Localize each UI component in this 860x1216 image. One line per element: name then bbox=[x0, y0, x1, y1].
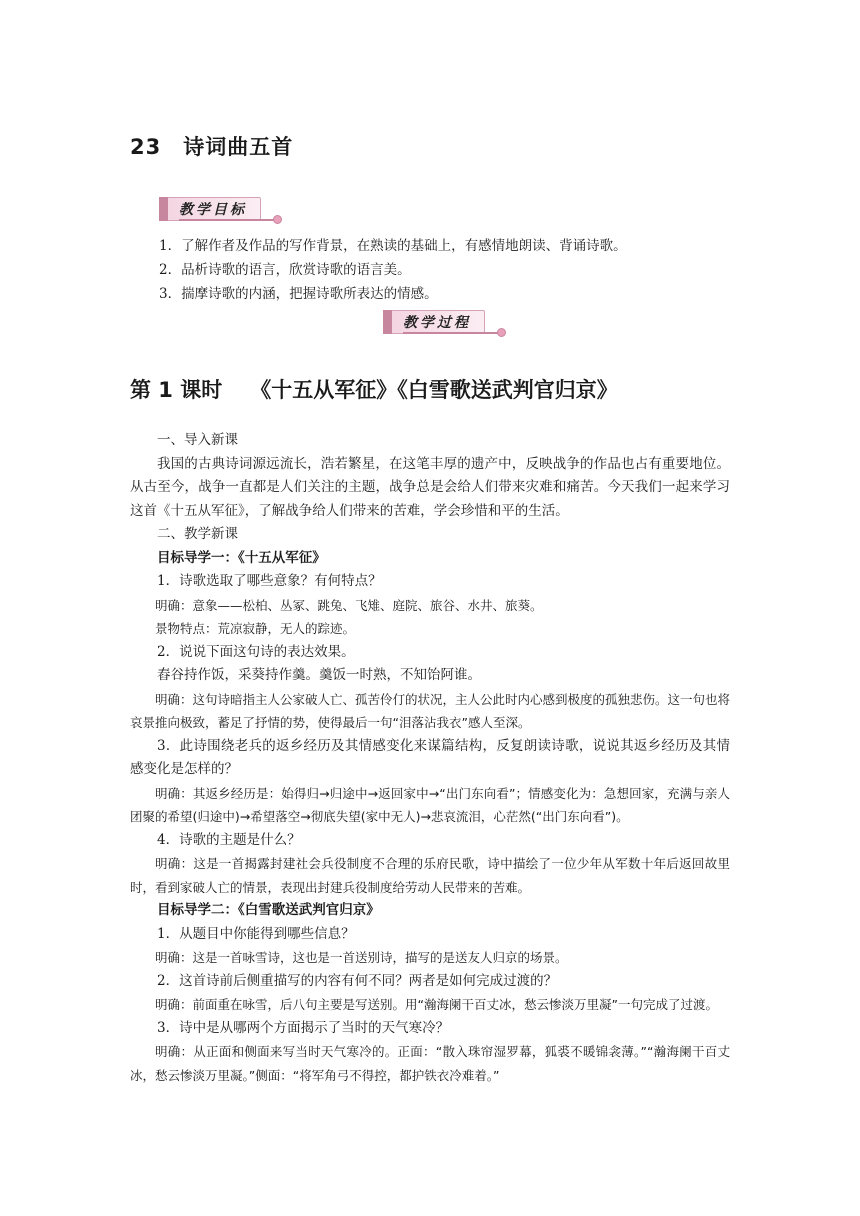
goal-item: 2．品析诗歌的语言，欣赏诗歌的语言美。 bbox=[159, 262, 411, 278]
subheading: 一、导入新课 bbox=[157, 432, 238, 448]
answer: 明确：其返乡经历是：始得归→归途中→返回家中→“出门东向看”；情感变化为：急想回家，充满与亲人团聚的希望(归途中)→希望落空→彻底失望(家中无人)→悲哀流泪，心茫然(“出门东向看”)。 bbox=[130, 785, 730, 824]
answer: 明确：意象——松柏、丛冢、跳兔、飞雉、庭院、旅谷、水井、旅葵。 bbox=[155, 597, 543, 613]
goal-heading: 目标导学一：《十五从军征》 bbox=[157, 549, 326, 566]
question: 4．诗歌的主题是什么？ bbox=[157, 831, 301, 848]
paragraph: 我国的古典诗词源远流长，浩若繁星，在这笔丰厚的遗产中，反映战争的作品也占有重要地位。从古至今，战争一直都是人们关注的主题，战争总是会给人们带来灾难和痛苦。今天我们一起来学习这首《十五从军征》，了解战争给人们带来的苦难，学会珍惜和平的生活。 bbox=[130, 455, 730, 519]
process-banner-dot bbox=[497, 328, 506, 337]
poem-line: 舂谷持作饭，采葵持作羹。羹饭一时熟，不知饴阿谁。 bbox=[157, 667, 481, 683]
answer: 明确：从正面和侧面来写当时天气寒冷的。正面：“散入珠帘湿罗幕，狐裘不暖锦衾薄。”“瀚海阑干百丈冰，愁云惨淡万里凝。”侧面：“将军角弓不得控，都护铁衣冷难着。” bbox=[130, 1044, 730, 1083]
lesson-body bbox=[130, 429, 730, 1087]
class-period: 第 1 课时 bbox=[130, 378, 223, 402]
question: 2．这首诗前后侧重描写的内容有何不同？两者是如何完成过渡的？ bbox=[157, 972, 558, 989]
goals-list bbox=[159, 234, 627, 306]
answer: 明确：这句诗暗指主人公家破人亡、孤苦伶仃的状况，主人公此时内心感到极度的孤独悲伤。这一句也将哀景推向极致，蓄足了抒情的势，使得最后一句“泪落沾我衣”感人至深。 bbox=[130, 691, 731, 730]
goals-banner-label: 教学目标 bbox=[179, 202, 247, 218]
goal-item: 1．了解作者及作品的写作背景，在熟读的基础上，有感情地朗读、背诵诗歌。 bbox=[159, 238, 627, 254]
lesson-title: 诗词曲五首 bbox=[183, 135, 294, 159]
goals-banner bbox=[159, 197, 284, 223]
question: 2．说说下面这句诗的表达效果。 bbox=[157, 643, 355, 660]
goals-banner-underline bbox=[179, 219, 275, 221]
process-banner-label: 教学过程 bbox=[403, 315, 471, 331]
goal-heading: 目标导学二：《白雪歌送武判官归京》 bbox=[157, 902, 380, 918]
question: 1．诗歌选取了哪些意象？有何特点？ bbox=[157, 573, 382, 589]
answer: 明确：这是一首咏雪诗，这也是一首送别诗，描写的是送友人归京的场景。 bbox=[155, 950, 568, 965]
question: 3．诗中是从哪两个方面揭示了当时的天气寒冷？ bbox=[157, 1019, 450, 1036]
lesson-number: 23 bbox=[130, 135, 162, 159]
answer: 明确：前面重在咏雪，后八句主要是写送别。用“瀚海阑干百丈冰，愁云惨淡万里凝”一句完成了过渡。 bbox=[155, 997, 718, 1012]
question: 1．从题目中你能得到哪些信息？ bbox=[157, 925, 355, 942]
process-banner-underline bbox=[403, 332, 499, 334]
answer: 明确：这是一首揭露封建社会兵役制度不合理的乐府民歌，诗中描绘了一位少年从军数十年后返回故里时，看到家破人亡的情景，表现出封建兵役制度给劳动人民带来的苦难。 bbox=[130, 856, 730, 895]
subheading: 二、教学新课 bbox=[157, 526, 238, 542]
goals-banner-dot bbox=[273, 215, 282, 224]
poem-titles: 《十五从军征》《白雪歌送武判官归京》 bbox=[250, 378, 618, 402]
process-banner bbox=[383, 310, 508, 336]
section-heading bbox=[130, 374, 618, 404]
question: 3．此诗围绕老兵的返乡经历及其情感变化来谋篇结构，反复朗读诗歌，说说其返乡经历及其情感变化是怎样的？ bbox=[130, 737, 730, 777]
lesson-heading bbox=[130, 131, 293, 161]
goal-item: 3．揣摩诗歌的内涵，把握诗歌所表达的情感。 bbox=[159, 286, 438, 302]
answer: 景物特点：荒凉寂静，无人的踪迹。 bbox=[155, 621, 356, 636]
